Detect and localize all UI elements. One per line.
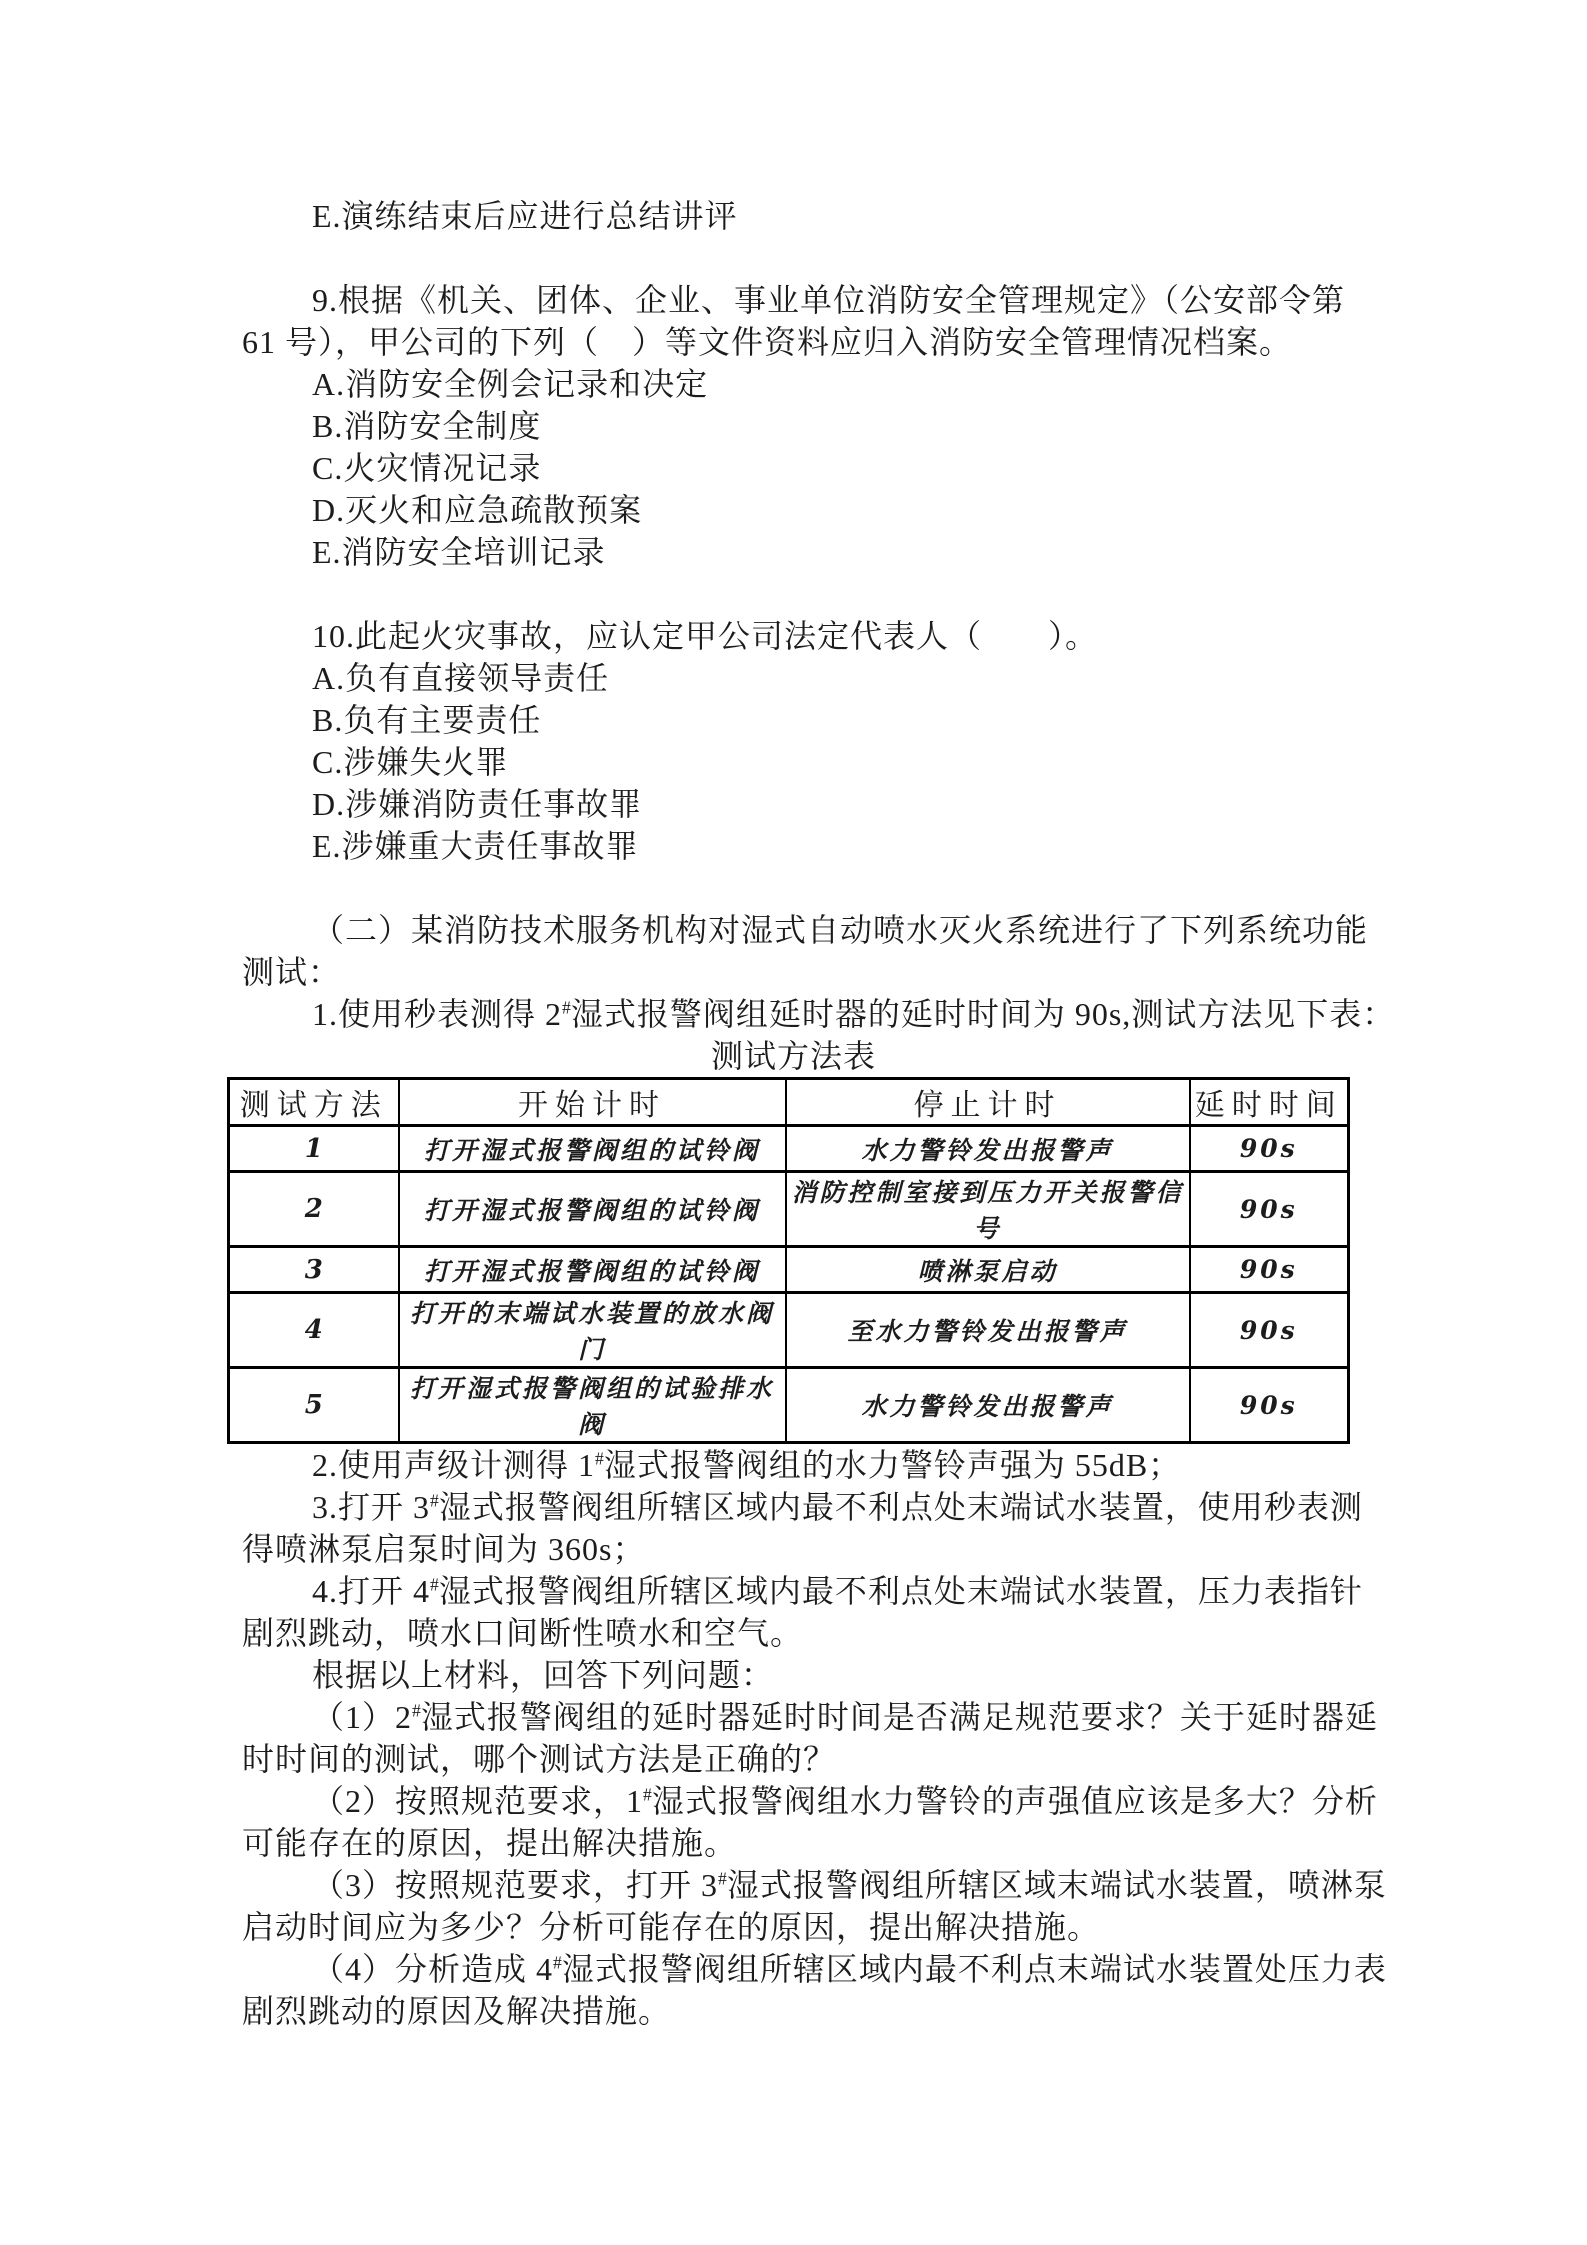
text-line: （2）按照规范要求，1#湿式报警阀组水力警铃的声强值应该是多大？分析 xyxy=(312,1783,1378,1819)
text-line: 测试： xyxy=(242,954,342,990)
text-line: C.涉嫌失火罪 xyxy=(312,744,509,780)
text-line: 根据以上材料，回答下列问题： xyxy=(312,1657,775,1693)
text-line: 1.使用秒表测得 2#湿式报警阀组延时器的延时时间为 90s,测试方法见下表： xyxy=(312,996,1396,1032)
hash-superscript-icon: # xyxy=(643,1784,652,1805)
text-line: 得喷淋泵启泵时间为 360s； xyxy=(242,1531,646,1567)
table-row xyxy=(229,1247,1349,1293)
table-cell: 打开湿式报警阀组的试铃阀 xyxy=(399,1126,786,1172)
text-line: （3）按照规范要求，打开 3#湿式报警阀组所辖区域末端试水装置，喷淋泵 xyxy=(312,1867,1387,1903)
text-line: D.灭火和应急疏散预案 xyxy=(312,492,643,528)
table-header-cell: 延时时间 xyxy=(1190,1079,1349,1126)
table-cell: 至水力警铃发出报警声 xyxy=(786,1293,1190,1368)
text-line: 剧烈跳动的原因及解决措施。 xyxy=(242,1993,672,2029)
text-line: （4）分析造成 4#湿式报警阀组所辖区域内最不利点末端试水装置处压力表 xyxy=(312,1951,1387,1987)
test-method-table xyxy=(227,1077,1350,1444)
text-line: A.负有直接领导责任 xyxy=(312,660,610,696)
text-line: 时时间的测试，哪个测试方法是正确的？ xyxy=(242,1741,837,1777)
row-number-cell: 5 xyxy=(229,1368,399,1443)
text-line: D.涉嫌消防责任事故罪 xyxy=(312,786,643,822)
text-line: 剧烈跳动，喷水口间断性喷水和空气。 xyxy=(242,1615,804,1651)
table-title: 测试方法表 xyxy=(710,1038,876,1074)
table-cell: 90s xyxy=(1190,1247,1349,1293)
text-line: 2.使用声级计测得 1#湿式报警阀组的水力警铃声强为 55dB； xyxy=(312,1447,1182,1483)
text-line: E.涉嫌重大责任事故罪 xyxy=(312,828,639,864)
text-line: B.负有主要责任 xyxy=(312,702,542,738)
document-content xyxy=(239,195,1396,2032)
table-row xyxy=(229,1368,1349,1443)
questions-section xyxy=(242,195,1396,1035)
table-row xyxy=(229,1293,1349,1368)
table-cell: 90s xyxy=(1190,1126,1349,1172)
hash-superscript-icon: # xyxy=(562,997,571,1018)
table-cell: 打开湿式报警阀组的试铃阀 xyxy=(399,1247,786,1293)
table-cell: 喷淋泵启动 xyxy=(786,1247,1190,1293)
text-line: E.演练结束后应进行总结讲评 xyxy=(312,198,738,234)
row-number-cell: 4 xyxy=(229,1293,399,1368)
text-line: 10.此起火灾事故，应认定甲公司法定代表人（ ）。 xyxy=(312,618,1099,654)
table-row xyxy=(229,1172,1349,1247)
text-line: E.消防安全培训记录 xyxy=(312,534,606,570)
table-cell: 打开湿式报警阀组的试铃阀 xyxy=(399,1172,786,1247)
hash-superscript-icon: # xyxy=(430,1490,439,1511)
case-questions-section xyxy=(242,1444,1387,2032)
text-line: 启动时间应为多少？分析可能存在的原因，提出解决措施。 xyxy=(242,1909,1101,1945)
table-header-cell: 测试方法 xyxy=(229,1079,399,1126)
table-row xyxy=(229,1126,1349,1172)
table-cell: 90s xyxy=(1190,1368,1349,1443)
row-number-cell: 2 xyxy=(229,1172,399,1247)
text-line: 3.打开 3#湿式报警阀组所辖区域内最不利点处末端试水装置，使用秒表测 xyxy=(312,1489,1363,1525)
text-line: （1）2#湿式报警阀组的延时器延时时间是否满足规范要求？关于延时器延 xyxy=(312,1699,1378,1735)
hash-superscript-icon: # xyxy=(412,1700,421,1721)
text-line: B.消防安全制度 xyxy=(312,408,542,444)
text-line: A.消防安全例会记录和决定 xyxy=(312,366,709,402)
row-number-cell: 3 xyxy=(229,1247,399,1293)
table-header-cell: 开始计时 xyxy=(399,1079,786,1126)
table-cell: 水力警铃发出报警声 xyxy=(786,1368,1190,1443)
table-cell: 90s xyxy=(1190,1172,1349,1247)
text-line: 61 号），甲公司的下列（ ）等文件资料应归入消防安全管理情况档案。 xyxy=(242,324,1293,360)
text-line: 可能存在的原因，提出解决措施。 xyxy=(242,1825,738,1861)
table-header-cell: 停止计时 xyxy=(786,1079,1190,1126)
text-line: （二）某消防技术服务机构对湿式自动喷水灭火系统进行了下列系统功能 xyxy=(312,912,1369,948)
table-cell: 打开的末端试水装置的放水阀门 xyxy=(399,1293,786,1368)
hash-superscript-icon: # xyxy=(430,1574,439,1595)
hash-superscript-icon: # xyxy=(718,1868,727,1889)
row-number-cell: 1 xyxy=(229,1126,399,1172)
table-cell: 打开湿式报警阀组的试验排水阀 xyxy=(399,1368,786,1443)
table-header-row xyxy=(229,1079,1349,1126)
table-cell: 90s xyxy=(1190,1293,1349,1368)
hash-superscript-icon: # xyxy=(595,1448,604,1469)
table-cell: 消防控制室接到压力开关报警信号 xyxy=(786,1172,1190,1247)
text-line: 4.打开 4#湿式报警阀组所辖区域内最不利点处末端试水装置，压力表指针 xyxy=(312,1573,1363,1609)
text-line: C.火灾情况记录 xyxy=(312,450,542,486)
hash-superscript-icon: # xyxy=(553,1952,562,1973)
table-cell: 水力警铃发出报警声 xyxy=(786,1126,1190,1172)
text-line: 9.根据《机关、团体、企业、事业单位消防安全管理规定》（公安部令第 xyxy=(312,282,1346,318)
